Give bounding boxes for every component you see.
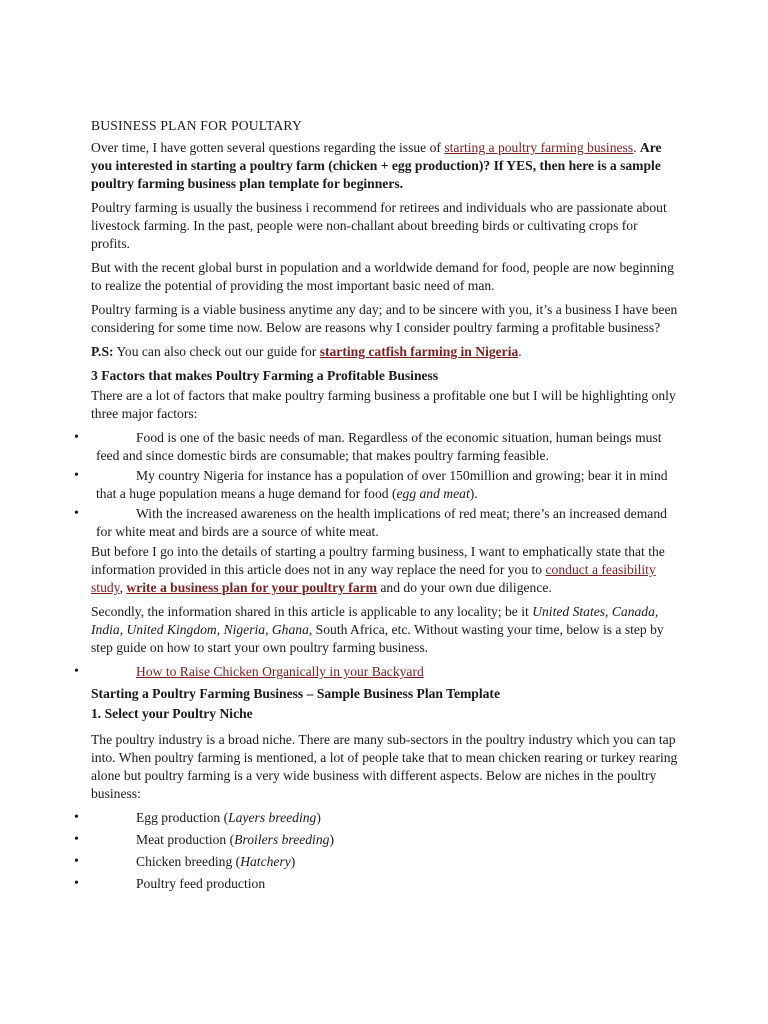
bullet-icon: • [74, 854, 79, 869]
list-item [74, 505, 679, 541]
factor-text: With the increased awareness on the health implications of red meat; there’s an increased demand for white meat and birds are a source of white meat. [96, 506, 667, 539]
niche-text-end: ) [329, 832, 334, 847]
factor-text: Food is one of the basic needs of man. Regardless of the economic situation, human beings must feed and since domestic birds are consumable; that makes poultry farming feasible. [96, 430, 662, 463]
heading-factors: 3 Factors that makes Poultry Farming a Profitable Business [91, 368, 439, 383]
due-diligence-comma: , [119, 580, 127, 595]
document-title: BUSINESS PLAN FOR POULTARY [91, 118, 302, 133]
link-catfish-farming[interactable]: starting catfish farming in Nigeria [319, 344, 519, 359]
bullet-icon: • [74, 664, 79, 679]
bullet-icon: • [74, 832, 79, 847]
ps-label: P.S: [91, 344, 114, 359]
heading-sample-template: Starting a Poultry Farming Business – Sample Business Plan Template [91, 686, 500, 701]
niche-text: Chicken breeding ( [136, 854, 241, 869]
related-link-list [74, 663, 679, 681]
bullet-icon: • [74, 810, 79, 825]
document-body [74, 117, 679, 897]
list-item [74, 429, 679, 465]
niche-text-end: ) [316, 810, 321, 825]
intro-bold-question: Are you interested in starting a poultry farm (chicken + egg production)? If YES, then here is a sample poultry farming business plan template for beginners. [91, 140, 662, 191]
paragraph-population: But with the recent global burst in population and a worldwide demand for food, people are now beginning to realize the potential of providing the most important basic need of man. [91, 260, 674, 293]
paragraph-due-diligence [91, 543, 679, 597]
list-item [74, 663, 679, 681]
paragraph-viable-business: Poultry farming is a viable business anytime any day; and to be sincere with you, it’s a business I have been considering for some time now. Below are reasons why I consider poultry farming a profitable business? [91, 302, 678, 335]
list-item [74, 875, 679, 893]
locality-text-end: , South Africa, etc. Without wasting your time, below is a step by step guide on how to start your own poultry farming business. [91, 622, 664, 655]
paragraph-retirees: Poultry farming is usually the business i recommend for retirees and individuals who are passionate about livestock farming. In the past, people were non-challant about breeding birds or cultivating crops for profits. [91, 200, 667, 251]
locality-text: Secondly, the information shared in this article is applicable to any locality; be it [91, 604, 533, 619]
factor-italic: egg and meat [396, 486, 470, 501]
niche-text: Egg production ( [136, 810, 229, 825]
heading-select-niche: 1. Select your Poultry Niche [91, 706, 253, 721]
paragraph-locality [91, 603, 679, 657]
niche-text-end: ) [290, 854, 296, 869]
bullet-icon: • [74, 876, 79, 891]
list-item [74, 467, 679, 503]
niche-italic: Layers breeding [228, 810, 317, 825]
niches-list [74, 809, 679, 893]
paragraph-niche: The poultry industry is a broad niche. There are many sub-sectors in the poultry industry which you can tap into. When poultry farming is mentioned, a lot of people take that to mean chicken rearing or turkey rearing alone but poultry farming is a very wide business with different aspects. Below are niches in the poultry business: [91, 732, 678, 801]
intro-period: . [633, 140, 640, 155]
due-diligence-end: and do your own due diligence. [377, 580, 552, 595]
ps-paragraph [91, 343, 679, 361]
bullet-icon: • [74, 506, 79, 521]
link-starting-poultry-farming[interactable]: starting a poultry farming business [444, 140, 634, 155]
factor-text-end: ). [469, 486, 478, 501]
intro-text: Over time, I have gotten several questions regarding the issue of [91, 140, 445, 155]
niche-text: Meat production ( [136, 832, 235, 847]
locality-countries: United States, Canada, India, United Kingdom, Nigeria, Ghana [91, 604, 659, 637]
link-feasibility-study[interactable]: conduct a feasibility study [91, 562, 656, 595]
list-item [74, 809, 679, 827]
list-item [74, 853, 679, 871]
ps-end: . [518, 344, 522, 359]
paragraph-factors-intro: There are a lot of factors that make poultry farming business a profitable one but I will be highlighting only three major factors: [91, 388, 676, 421]
bullet-icon: • [74, 430, 79, 445]
link-write-business-plan[interactable]: write a business plan for your poultry farm [126, 580, 377, 595]
niche-text: Poultry feed production [136, 876, 266, 891]
niche-italic: Hatchery [240, 854, 291, 869]
intro-paragraph [91, 139, 679, 193]
factors-list [74, 429, 679, 541]
link-raise-chicken-organically[interactable]: How to Raise Chicken Organically in your Backyard [136, 664, 424, 679]
list-item [74, 831, 679, 849]
factor-text: My country Nigeria for instance has a population of over 150million and growing; bear it in mind that a huge population means a huge demand for food ( [96, 468, 668, 501]
ps-text: You can also check out our guide for [113, 344, 320, 359]
due-diligence-text: But before I go into the details of starting a poultry farming business, I want to emphatically state that the information provided in this article does not in any way replace the need for you to [91, 544, 665, 577]
niche-italic: Broilers breeding [234, 832, 330, 847]
bullet-icon: • [74, 468, 79, 483]
